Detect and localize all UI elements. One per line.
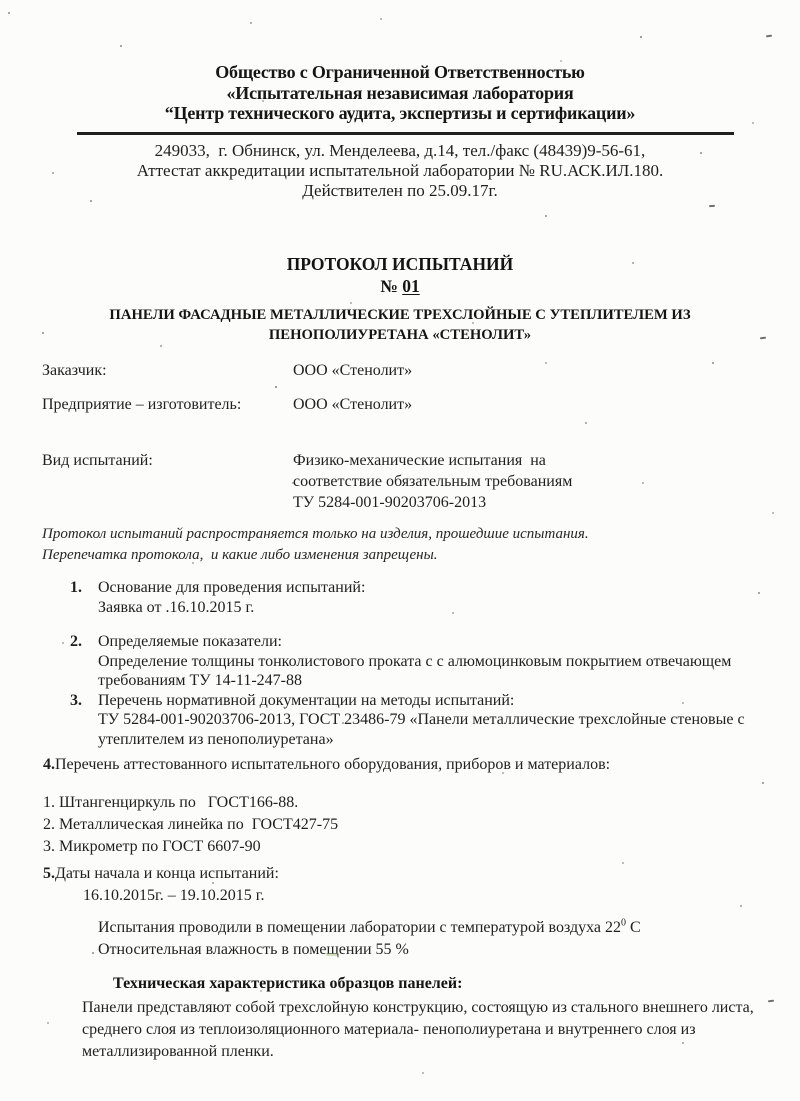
protocol-number bbox=[0, 275, 800, 297]
section5-heading bbox=[43, 865, 279, 883]
equipment-item: 2. Металлическая линейка по ГОСТ427-75 bbox=[43, 816, 339, 833]
section5-title-text: Даты начала и конца испытаний: bbox=[55, 865, 279, 882]
temperature-line bbox=[98, 917, 641, 939]
temperature-unit: С bbox=[626, 919, 641, 936]
manufacturer-value: ООО «Стенолит» bbox=[293, 396, 413, 413]
disclaimer-note bbox=[42, 524, 742, 565]
subject-title-line1: ПАНЕЛИ ФАСАДНЫЕ МЕТАЛЛИЧЕСКИЕ ТРЕХСЛОЙНЫЕ С УТЕПЛИТЕЛЕМ ИЗ bbox=[109, 307, 691, 323]
org-name-line2: «Испытательная независимая лаборатория bbox=[226, 82, 574, 103]
disclaimer-line1: Протокол испытаний распространяется только на изделия, прошедшие испытания. bbox=[42, 526, 589, 542]
section4-heading bbox=[43, 756, 610, 774]
manufacturer-label: Предприятие – изготовитель: bbox=[42, 396, 242, 413]
item-body: Заявка от .16.10.2015 г. bbox=[98, 598, 255, 616]
lab-info-block bbox=[0, 141, 800, 201]
tech-characteristics-heading: Техническая характеристика образцов панелей: bbox=[113, 975, 463, 992]
header-divider-line bbox=[77, 132, 734, 135]
customer-value: ООО «Стенолит» bbox=[293, 362, 413, 379]
item-content bbox=[98, 578, 770, 617]
org-name-line1: Общество с Ограниченной Ответственностью bbox=[215, 62, 585, 82]
temperature-text: Испытания проводили в помещении лаборатории с температурой воздуха 22 bbox=[98, 919, 622, 936]
customer-row bbox=[42, 360, 782, 381]
test-type-line3: ТУ 5284-001-90203706-2013 bbox=[293, 494, 487, 511]
test-type-value bbox=[293, 450, 572, 513]
customer-label: Заказчик: bbox=[42, 362, 107, 379]
scan-mark bbox=[766, 35, 772, 38]
test-type-label: Вид испытаний: bbox=[42, 452, 153, 469]
equipment-item: 3. Микрометр по ГОСТ 6607-90 bbox=[43, 838, 261, 855]
humidity-line: Относительная влажность в помещении 55 % bbox=[98, 941, 409, 958]
equipment-item: 1. Штангенциркуль по ГОСТ166-88. bbox=[43, 794, 299, 811]
item-title: Определяемые показатели: bbox=[98, 633, 282, 650]
scan-noise-speckles bbox=[0, 0, 2, 2]
scan-mark bbox=[709, 205, 715, 208]
subject-title bbox=[0, 305, 800, 345]
item-number: 2. bbox=[70, 633, 82, 650]
list-item-indicators bbox=[70, 632, 770, 691]
protocol-title-block bbox=[0, 253, 800, 297]
section5-number: 5. bbox=[43, 865, 55, 882]
test-dates: 16.10.2015г. – 19.10.2015 г. bbox=[83, 887, 265, 904]
lab-address: 249033, г. Обнинск, ул. Менделеева, д.14, тел./факс (48439)9-56-61, bbox=[154, 141, 646, 160]
test-type-line1: Физико-механические испытания на bbox=[293, 452, 546, 469]
item-title: Перечень нормативной документации на методы испытаний: bbox=[98, 691, 515, 709]
item-content bbox=[98, 691, 770, 750]
equipment-list bbox=[43, 792, 338, 858]
test-conditions bbox=[98, 917, 641, 961]
section4-number: 4. bbox=[43, 756, 55, 773]
item-title: Основание для проведения испытаний: bbox=[98, 579, 366, 596]
protocol-number-value: 01 bbox=[402, 276, 420, 296]
subject-title-line2: ПЕНОПОЛИУРЕТАНА «СТЕНОЛИТ» bbox=[268, 327, 532, 343]
item-body: ТУ 5284-001-90203706-2013, ГОСТ 23486-79 «Панели металлические трехслойные стеновые с утеплителем из пенополиуретана» bbox=[98, 711, 749, 748]
item-number: 1. bbox=[70, 579, 82, 596]
lab-valid-until: Действителен по 25.09.17г. bbox=[302, 181, 498, 200]
temperature-superscript: 0 bbox=[621, 917, 627, 929]
org-name-line3: “Центр технического аудита, экспертизы и сертификации» bbox=[164, 103, 636, 123]
organization-header bbox=[0, 62, 800, 124]
numbered-items-list bbox=[70, 578, 770, 749]
test-type-line2: соответствие обязательным требованиям bbox=[293, 473, 573, 490]
test-type-row bbox=[42, 450, 782, 511]
tech-characteristics-body: Панели представляют собой трехслойную конструкцию, состоящую из стального внешнего листа, среднего слоя из теплоизоляционного материала- пенополиуретана и внутреннего слоя из металлизированной пленки. bbox=[82, 999, 758, 1060]
protocol-title: ПРОТОКОЛ ИСПЫТАНИЙ bbox=[286, 254, 514, 274]
item-body: Определение толщины тонколистового проката с с алюмоцинковым покрытием отвечающем требованиям ТУ 14-11-247-88 bbox=[98, 652, 736, 689]
item-number: 3. bbox=[70, 691, 82, 709]
manufacturer-row bbox=[42, 394, 782, 415]
section4-title-text: Перечень аттестованного испытательного оборудования, приборов и материалов: bbox=[55, 756, 611, 773]
disclaimer-line2: Перепечатка протокола, и какие либо изменения запрещены. bbox=[42, 546, 438, 563]
item-content bbox=[98, 632, 770, 691]
list-item-basis bbox=[70, 578, 770, 617]
lab-accreditation: Аттестат аккредитации испытательной лаборатории № RU.АСК.ИЛ.180. bbox=[136, 161, 664, 180]
list-item-normative-docs bbox=[70, 691, 770, 750]
protocol-number-prefix: № bbox=[380, 276, 403, 296]
